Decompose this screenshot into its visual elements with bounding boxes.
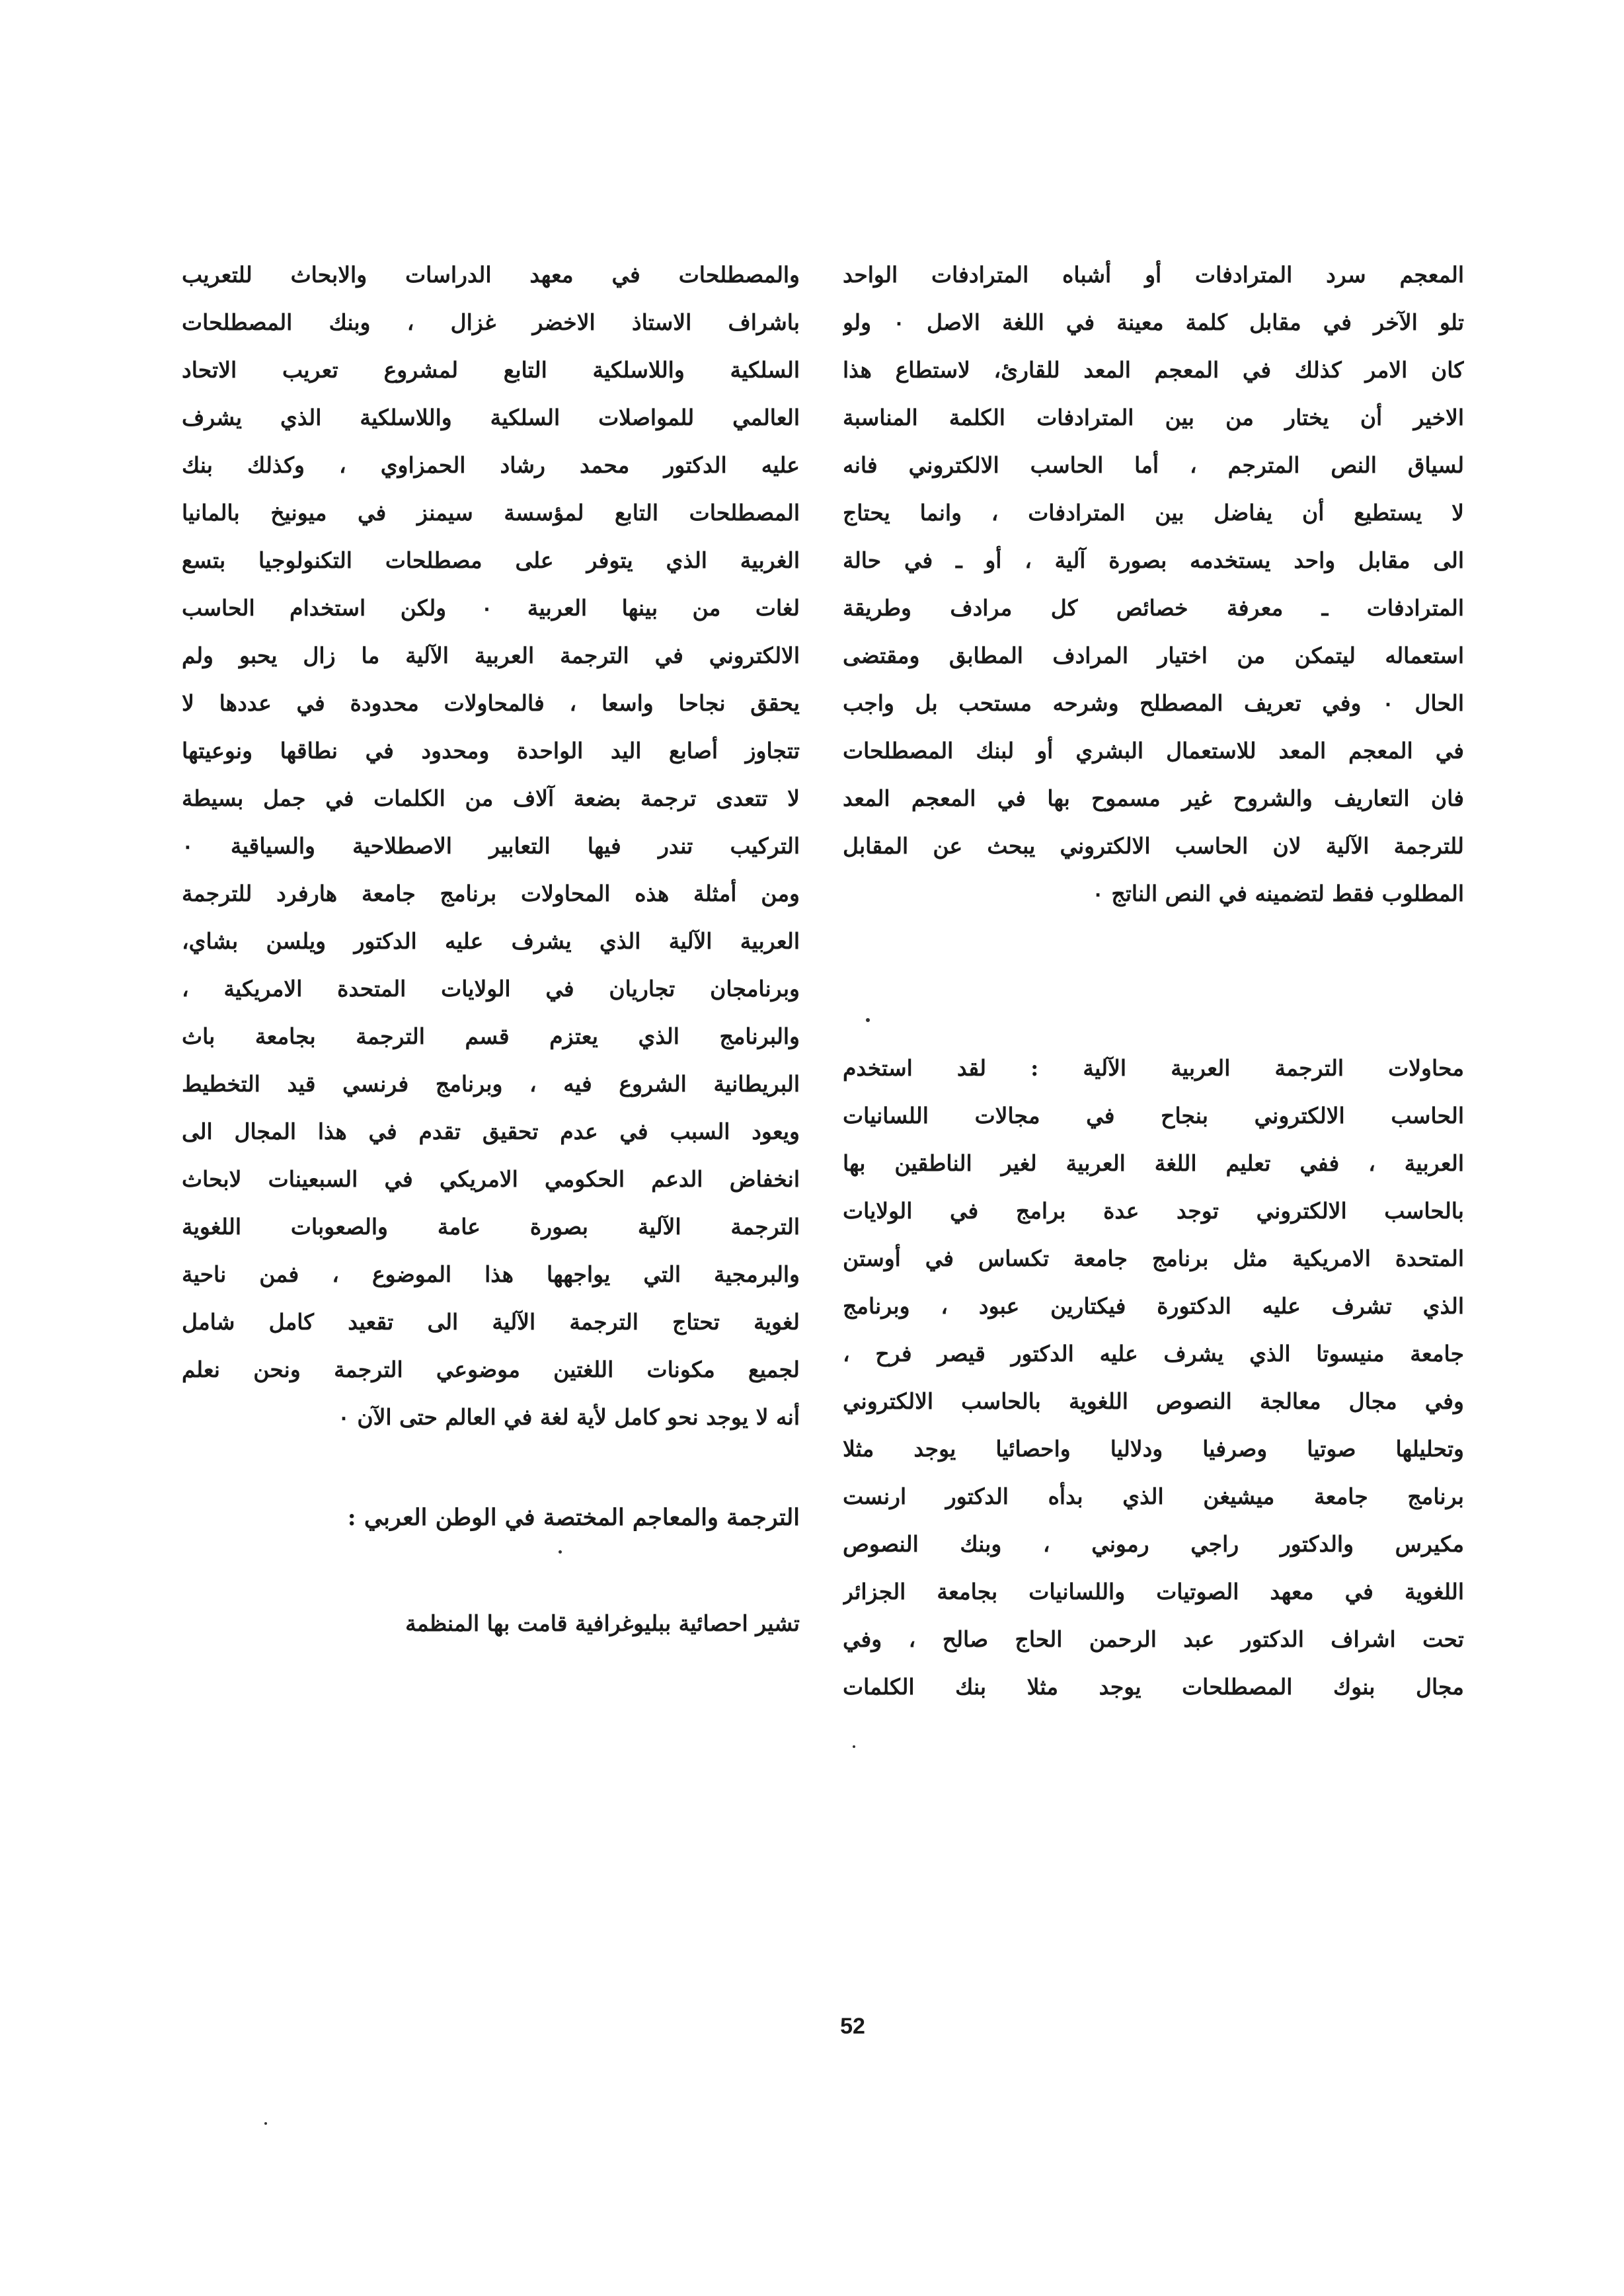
body-line: فان التعاريف والشروح غير مسموح بها في المعجم المعد [843,785,1464,811]
scan-speck [559,1550,562,1554]
body-line: العالمي للمواصلات السلكية واللاسلكية الذي يشرف [182,405,800,430]
body-line: والبرنامج الذي يعتزم قسم الترجمة بجامعة باث [182,1023,800,1049]
body-line: المصطلحات التابع لمؤسسة سيمنز في ميونيخ بالمانيا [182,500,800,526]
body-line: تتجاوز أصابع اليد الواحدة ومحدود في نطاقها ونوعيتها [182,738,800,764]
body-line: بالحاسب الالكتروني توجد عدة برامج في الولايات [843,1198,1464,1224]
body-line: جامعة منيسوتا الذي يشرف عليه الدكتور قيصر فرح ، [843,1341,1464,1366]
body-line: الحال ٠ وفي تعريف المصطلح وشرحه مستحب بل واجب [843,690,1464,716]
body-line: لغات من بينها العربية ٠ ولكن استخدام الحاسب [182,595,800,621]
body-line: والبرمجية التي يواجهها هذا الموضوع ، فمن ناحية [182,1261,800,1287]
body-line: وفي مجال معالجة النصوص اللغوية بالحاسب الالكتروني [843,1388,1464,1414]
body-line: المترادفات ـ معرفة خصائص كل مرادف وطريقة [843,595,1464,621]
body-line: الترجمة الآلية بصورة عامة والصعوبات اللغوية [182,1214,800,1240]
body-line: مكيرس والدكتور راجي رموني ، وبنك النصوص [843,1531,1464,1557]
body-line: لا تتعدى ترجمة بضعة آلاف من الكلمات في جمل بسيطة [182,785,800,811]
section-heading-line [843,1045,1464,1092]
body-line: لا يستطيع أن يفاضل بين المترادفات ، وانما يحتاج [843,500,1464,526]
body-line: التركيب تندر فيها التعابير الاصطلاحية والسياقية ٠ [182,833,800,859]
body-line: للترجمة الآلية لان الحاسب الالكتروني يبحث عن المقابل [843,833,1464,859]
body-line: عليه الدكتور محمد رشاد الحمزاوي ، وكذلك بنك [182,452,800,478]
body-line: الذي تشرف عليه الدكتورة فيكتارين عبود ، وبرنامج [843,1293,1464,1319]
body-line: ويعود السبب في عدم تحقيق تقدم في هذا المجال الى [182,1119,800,1144]
body-line: الاخير أن يختار من بين المترادفات الكلمة المناسبة [843,405,1464,430]
body-line: انخفاض الدعم الحكومي الامريكي في السبعينات لابحاث [182,1166,800,1192]
body-line: وتحليلها صوتيا وصرفيا ودلاليا واحصائيا يوجد مثلا [843,1436,1464,1462]
body-line: المعجم سرد المترادفات أو أشباه المترادفات الواحد [843,262,1464,288]
body-line: تشير احصائية ببليوغرافية قامت بها المنظمة [405,1610,800,1636]
body-line: لسياق النص المترجم ، أما الحاسب الالكتروني فانه [843,452,1464,478]
body-line: لجميع مكونات اللغتين موضوعي الترجمة ونحن نعلم [182,1357,800,1382]
section-heading: الترجمة والمعاجم المختصة في الوطن العربي : [347,1504,800,1531]
body-line: تحت اشراف الدكتور عبد الرحمن الحاج صالح ، وفي [843,1626,1464,1652]
body-line: ومن أمثلة هذه المحاولات برنامج جامعة هارفرد للترجمة [182,881,800,906]
section-heading: محاولات الترجمة العربية الآلية : [1030,1055,1464,1081]
page-number: 52 [840,2014,865,2039]
body-line: والمصطلحات في معهد الدراسات والابحاث للتعريب [182,262,800,288]
body-line: العربية الآلية الذي يشرف عليه الدكتور ويلسن بشاي، [182,928,800,954]
scan-speck [866,1018,870,1022]
body-line: اللغوية في معهد الصوتيات واللسانيات بجامعة الجزائر [843,1579,1464,1604]
body-line: الالكتروني في الترجمة العربية الآلية ما زال يحبو ولم [182,643,800,668]
body-line: استعماله ليتمكن من اختيار المرادف المطابق ومقتضى [843,643,1464,668]
scan-speck [853,1745,855,1748]
body-line: الى مقابل واحد يستخدمه بصورة آلية ، أو ـ في حالة [843,547,1464,573]
body-line: المتحدة الامريكية مثل برنامج جامعة تكساس في أوستن [843,1246,1464,1271]
body-line: لغوية تحتاج الترجمة الآلية الى تقعيد كامل شامل [182,1309,800,1335]
body-line: العربية ، ففي تعليم اللغة العربية لغير الناطقين بها [843,1150,1464,1176]
body-line: السلكية واللاسلكية التابع لمشروع تعريب الاتحاد [182,357,800,383]
body-line: الغربية الذي يتوفر على مصطلحات التكنولوجيا بتسع [182,547,800,573]
body-line: وبرنامجان تجاريان في الولايات المتحدة الامريكية ، [182,976,800,1002]
body-line: تلو الآخر في مقابل كلمة معينة في اللغة الاصل ٠ ولو [843,309,1464,335]
body-line: البريطانية الشروع فيه ، وبرنامج فرنسي قيد التخطيط [182,1071,800,1097]
body-line: يحقق نجاحا واسعا ، فالمحاولات محدودة في عددها لا [182,690,800,716]
body-line: أنه لا يوجد نحو كامل لأية لغة في العالم حتى الآن ٠ [338,1404,800,1430]
body-text: لقد استخدم [843,1055,987,1081]
body-line: المطلوب فقط لتضمينه في النص الناتج ٠ [1092,881,1464,906]
body-line: كان الامر كذلك في المعجم المعد للقارئ، لاستطاع هذا [843,357,1464,383]
body-line: باشراف الاستاذ الاخضر غزال ، وبنك المصطلحات [182,309,800,335]
body-line: في المعجم المعد للاستعمال البشري أو لبنك المصطلحات [843,738,1464,764]
scan-speck [264,2122,267,2125]
body-line: مجال بنوك المصطلحات يوجد مثلا بنك الكلمات [843,1674,1464,1700]
body-line: برنامج جامعة ميشيغن الذي بدأه الدكتور ارنست [843,1484,1464,1509]
body-line: الحاسب الالكتروني بنجاح في مجالات اللسانيات [843,1103,1464,1128]
